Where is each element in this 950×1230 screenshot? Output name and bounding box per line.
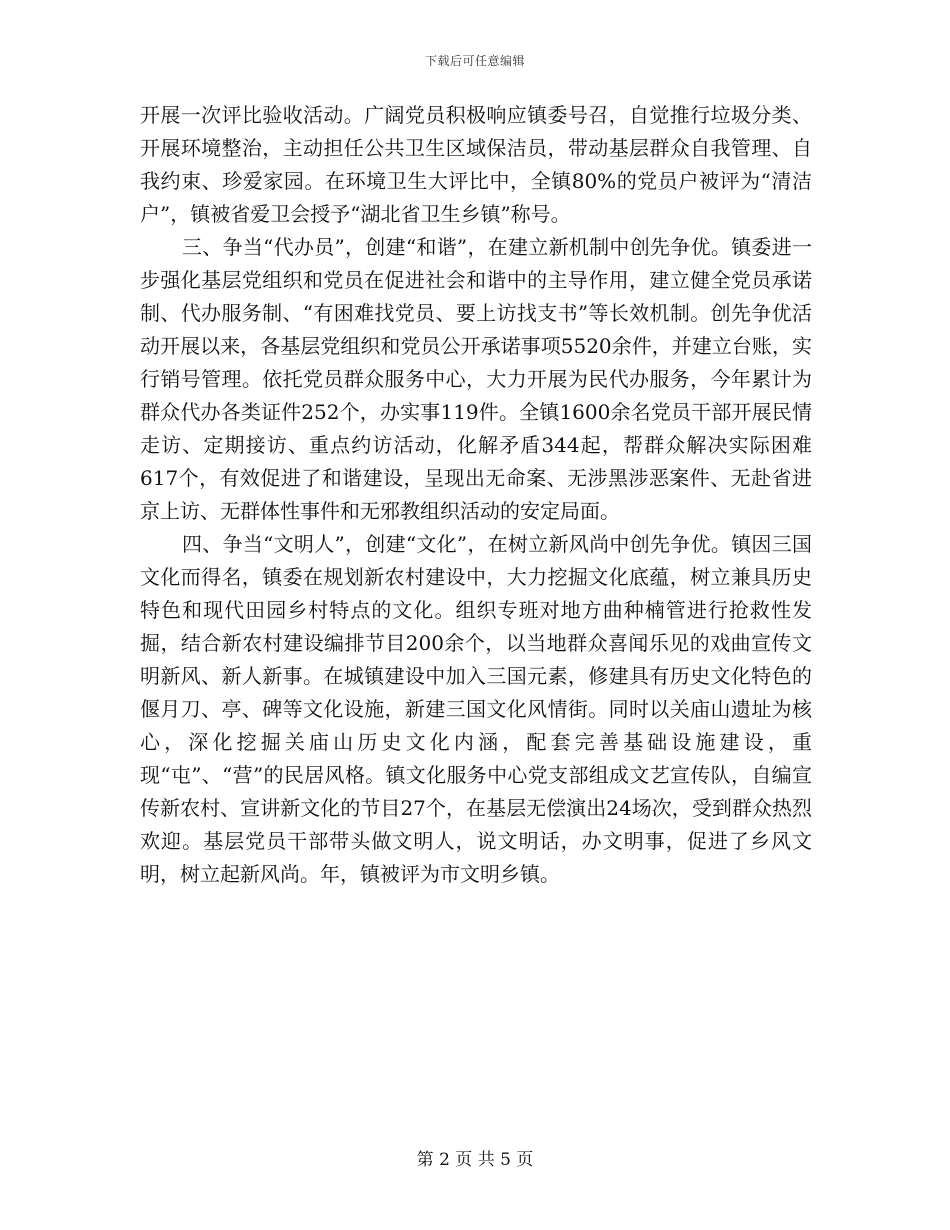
document-body: [140, 99, 812, 891]
paragraph-continuation: 开展一次评比验收活动。广阔党员积极响应镇委号召，自觉推行垃圾分类、开展环境整治，主动担任公共卫生区域保洁员，带动基层群众自我管理、自我约束、珍爱家园。在环境卫生大评比中，全镇80%的党员户被评为“清洁户”，镇被省爱卫会授予“湖北省卫生乡镇”称号。: [140, 103, 812, 226]
paragraph-section-four: 四、争当“文明人”，创建“文化”，在树立新风尚中创先争优。镇因三国文化而得名，镇委在规划新农村建设中，大力挖掘文化底蕴，树立兼具历史特色和现代田园乡村特点的文化。组织专班对地方曲种楠管进行抢救性发掘，结合新农村建设编排节目200余个，以当地群众喜闻乐见的戏曲宣传文明新风、新人新事。在城镇建设中加入三国元素，修建具有历史文化特色的偃月刀、亭、碑等文化设施，新建三国文化风情街。同时以关庙山遗址为核心，深化挖掘关庙山历史文化内涵，配套完善基础设施建设，重现“屯”、“营”的民居风格。镇文化服务中心党支部组成文艺宣传队，自编宣传新农村、宣讲新文化的节目27个，在基层无偿演出24场次，受到群众热烈欢迎。基层党员干部带头做文明人，说文明话，办文明事，促进了乡风文明，树立起新风尚。年，镇被评为市文明乡镇。: [140, 532, 812, 886]
paragraph-section-three: 三、争当“代办员”，创建“和谐”，在建立新机制中创先争优。镇委进一步强化基层党组织和党员在促进社会和谐中的主导作用，建立健全党员承诺制、代办服务制、“有困难找党员、要上访找支书”等长效机制。创先争优活动开展以来，各基层党组织和党员公开承诺事项5520余件，并建立台账，实行销号管理。依托党员群众服务中心，大力开展为民代办服务，今年累计为群众代办各类证件252个，办实事119件。全镇1600余名党员干部开展民情走访、定期接访、重点约访活动，化解矛盾344起，帮群众解决实际困难617个，有效促进了和谐建设，呈现出无命案、无涉黑涉恶案件、无赴省进京上访、无群体性事件和无邪教组织活动的安定局面。: [140, 235, 812, 523]
page-number-footer: 第 2 页 共 5 页: [416, 1150, 534, 1170]
page-header: 下载后可任意编辑: [424, 54, 525, 68]
